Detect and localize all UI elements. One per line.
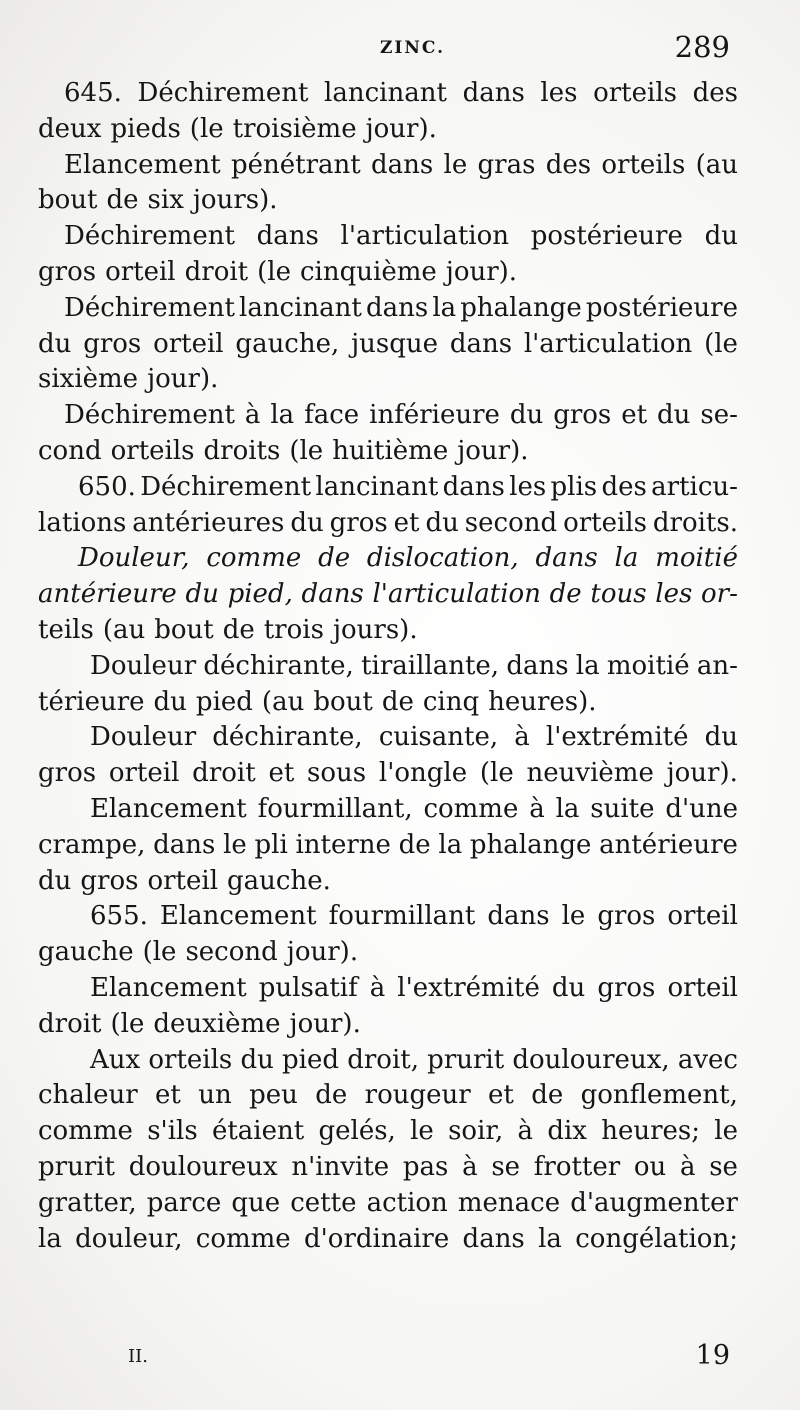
text-line: 655. Elancement fourmillant dans le gros orteil	[90, 901, 738, 932]
text-line: 645. Déchirement lancinant dans les orteils des	[64, 78, 738, 108]
text-line: lations antérieures du gros et du second orteils droits.	[38, 507, 738, 538]
text-line: Elancement pénétrant dans le gras des orteils (au	[64, 149, 738, 180]
text-line: crampe, dans le pli interne de la phalange antérieure	[38, 829, 738, 860]
text-line: Elancement fourmillant, comme à la suite d'une	[90, 793, 738, 824]
text-line: Aux orteils du pied droit, prurit douloureux, avec	[90, 1044, 738, 1075]
text-line: Déchirement dans l'articulation postérieure du	[64, 221, 738, 252]
sheet-number: 19	[695, 1340, 730, 1371]
signature-mark: II.	[128, 1346, 148, 1367]
text-line: antérieure du pied, dans l'articulation de tous les or-	[38, 579, 738, 610]
text-line: comme s'ils étaient gelés, le soir, à dix heures; le	[38, 1116, 738, 1147]
text-line: Déchirement lancinant dans la phalange postérieure	[64, 292, 738, 323]
page-footer	[40, 1340, 730, 1380]
text-line: du gros orteil gauche, jusque dans l'articulation (le	[38, 328, 738, 359]
text-line: prurit douloureux n'invite pas à se frotter ou à se	[38, 1151, 738, 1182]
text-line: deux pieds (le troisième jour).	[38, 113, 437, 144]
text-line: bout de six jours).	[38, 185, 278, 216]
text-line: gros orteil droit (le cinquième jour).	[38, 256, 518, 287]
text-line: Déchirement à la face inférieure du gros et du se-	[64, 400, 738, 431]
text-line: cond orteils droits (le huitième jour).	[38, 435, 529, 466]
body-text	[38, 76, 738, 1257]
text-line: du gros orteil gauche.	[38, 865, 331, 896]
text-line: gauche (le second jour).	[38, 937, 359, 968]
text-line: Douleur déchirante, tiraillante, dans la moitié an-	[90, 650, 738, 681]
running-title: ZINC.	[380, 38, 446, 58]
text-line: Elancement pulsatif à l'extrémité du gros orteil	[90, 972, 738, 1003]
text-line: 650. Déchirement lancinant dans les plis des articu-	[78, 471, 738, 502]
text-line: gratter, parce que cette action menace d'augmenter	[38, 1187, 738, 1218]
page-header	[40, 30, 730, 70]
text-line: Douleur déchirante, cuisante, à l'extrémité du	[90, 722, 738, 753]
text-line: chaleur et un peu de rougeur et de gonflement,	[38, 1080, 738, 1111]
text-line: térieure du pied (au bout de cinq heures).	[38, 686, 597, 717]
text-line: sixième jour).	[38, 364, 219, 395]
text-line: la douleur, comme d'ordinaire dans la congélation;	[38, 1223, 738, 1254]
text-line: droit (le deuxième jour).	[38, 1008, 361, 1039]
text-line: Douleur, comme de dislocation, dans la moitié	[78, 543, 738, 574]
text-line: teils (au bout de trois jours).	[38, 614, 418, 645]
text-line: gros orteil droit et sous l'ongle (le neuvième jour).	[38, 758, 738, 789]
page-number: 289	[674, 30, 730, 64]
